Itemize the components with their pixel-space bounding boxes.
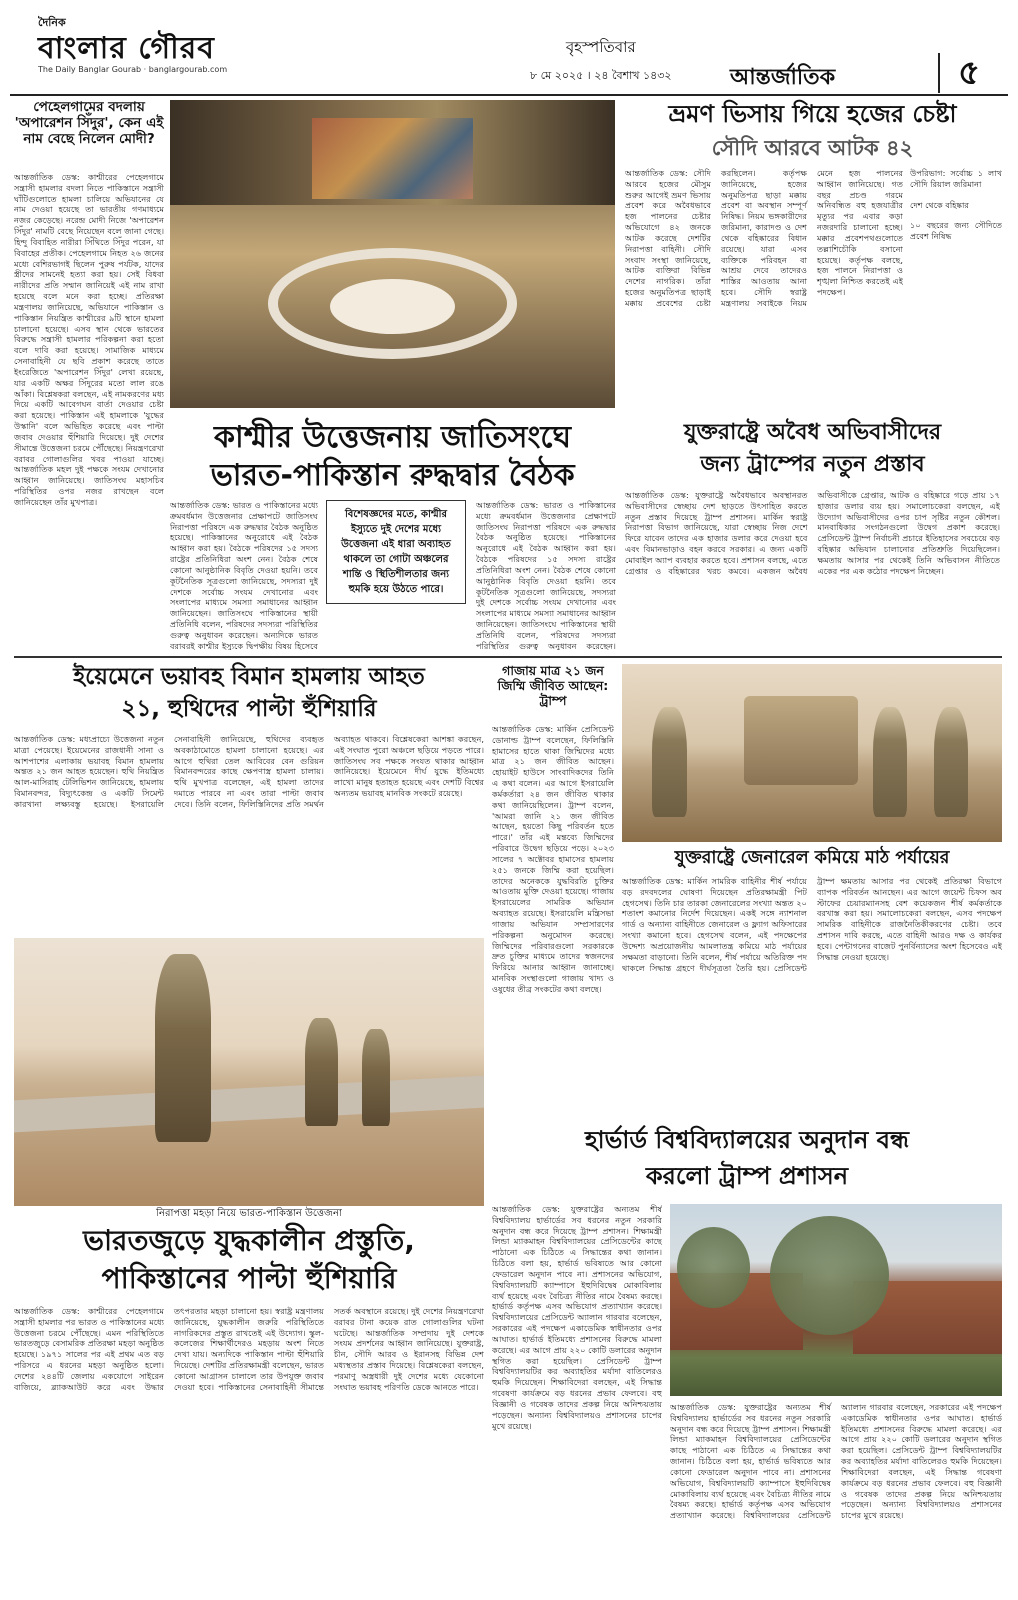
harvard-body-continued: আন্তর্জাতিক ডেস্ক: যুক্তরাষ্ট্রের অন্যতম শীর্ষ বিশ্ববিদ্যালয় হার্ভার্ডের সব ধরনের নতুন সরকারি অনুদান বন্ধ করে দিয়েছে ট্রাম্প প্রশাসন। শিক্ষামন্ত্রী লিন্ডা ম্যাকমাহন বিশ্ববিদ্যালয়ের প্রেসিডেন্টের কাছে পাঠানো এক চিঠিতে এ সিদ্ধান্তের কথা জানান। চিঠিতে বলা হয়, হার্ভার্ড ভবিষ্যতে আর কোনো ফেডারেল অনুদান পাবে না। প্রশাসনের অভিযোগ, বিশ্ববিদ্যালয়টি ক্যাম্পাসে ইহুদিবিদ্বেষ মোকাবিলায় ব্যর্থ হয়েছে এবং বৈচিত্র্য নীতির নামে বৈষম্য করছে। হার্ভার্ড কর্তৃপক্ষ এসব অভিযোগ প্রত্যাখ্যান করেছে। বিশ্ববিদ্যালয়ের প্রেসিডেন্ট অ্যালান গারবার বলেছেন, সরকারের এই পদক্ষেপ একাডেমিক স্বাধীনতার ওপর আঘাত। হার্ভার্ড ইতিমধ্যে প্রশাসনের বিরুদ্ধে মামলা করেছে। এর আগে প্রায় ২২০ কোটি ডলারের অনুদান স্থগিত করা হয়েছিল। প্রেসিডেন্ট ট্রাম্প বিশ্ববিদ্যালয়টির কর অব্যাহতির মর্যাদা বাতিলেরও হুমকি দিয়েছেন। শিক্ষাবিদেরা বলছেন, এই সিদ্ধান্ত গবেষণা কার্যক্রমে বড় ধরনের প্রভাব ফেলবে। বহু বিজ্ঞানী ও গবেষক তাদের প্রকল্প নিয়ে অনিশ্চয়তায় পড়েছেন। অন্যান্য বিশ্ববিদ্যালয়ও প্রশাসনের চাপের মুখে রয়েছে। <box>670 1402 1002 1521</box>
newspaper-name: বাংলার গৌরব <box>38 31 215 66</box>
masthead <box>10 8 1008 96</box>
migrants-headline-line2: জন্য ট্রাম্পের নতুন প্রস্তাব <box>700 452 925 477</box>
generals-headline: যুক্তরাষ্ট্রে জেনারেল কমিয়ে মাঠ পর্যায়ের <box>674 848 950 868</box>
harvard-headline-line1: হার্ভার্ড বিশ্ববিদ্যালয়ের অনুদান বন্ধ <box>584 1126 910 1154</box>
issue-date: ৮ মে ২০২৫ । ২৪ বৈশাখ ১৪৩২ <box>530 69 672 82</box>
hajj-penalty-item: উপরিভাগ: সর্বোচ্চ ১ লাখ সৌদি রিয়াল জরিমানা <box>910 168 1002 189</box>
newspaper-logo <box>38 14 268 74</box>
harvard-headline-line2: করলো ট্রাম্প প্রশাসন <box>645 1162 849 1190</box>
section-title: আন্তর্জাতিক <box>730 64 836 90</box>
logo-prefix: দৈনিক <box>38 16 66 29</box>
yemen-headline-line1: ইয়েমেনে ভয়াবহ বিমান হামলায় আহত <box>73 664 425 690</box>
unsc-pullquote: বিশেষজ্ঞদের মতে, কাশ্মীর ইস্যুতে দুই দেশের মধ্যে উত্তেজনা এই ধারা অব্যাহত থাকলে তা গোটা অঞ্চলের শান্তি ও স্থিতিশীলতার জন্য হুমকি হয়ে উঠতে পারে। <box>326 500 466 604</box>
section-divider <box>14 656 1002 658</box>
unsc-meeting-photo <box>170 100 615 408</box>
unsc-body: আন্তর্জাতিক ডেস্ক: ভারত ও পাকিস্তানের মধ্যে ক্রমবর্ধমান উত্তেজনার প্রেক্ষাপটে জাতিসংঘ নিরাপত্তা পরিষদে এক রুদ্ধদ্বার বৈঠক অনুষ্ঠিত হয়েছে। পাকিস্তানের অনুরোধে এই বৈঠক আহ্বান করা হয়। বৈঠকে পরিষদের ১৫ সদস্য রাষ্ট্রের প্রতিনিধিরা অংশ নেন। বৈঠক শেষে কোনো আনুষ্ঠানিক বিবৃতি দেওয়া হয়নি। তবে কূটনৈতিক সূত্রগুলো জানিয়েছে, সদস্যরা দুই দেশকে সর্বোচ্চ সংযম দেখানোর এবং সংলাপের মাধ্যমে সমস্যা সমাধানের আহ্বান জানিয়েছেন। জাতিসংঘে পাকিস্তানের স্থায়ী প্রতিনিধি বলেন, পরিষদের সদস্যরা পরিস্থিতির গুরুত্ব অনুধাবন করেছেন। অন্যদিকে ভারত বরাবরই কাশ্মীর ইস্যুকে দ্বিপক্ষীয় বিষয় হিসেবে <box>170 500 318 650</box>
drill-headline-line1: ভারতজুড়ে যুদ্ধকালীন প্রস্তুতি, <box>83 1224 415 1257</box>
newspaper-tagline: The Daily Banglar Gourab · banglargourab.com <box>38 65 228 74</box>
sindoor-headline: পেহেলগামের বদলায় 'অপারেশন সিঁদুর', কেন এই নাম বেছে নিলেন মোদী? <box>14 99 164 147</box>
harvard-body: আন্তর্জাতিক ডেস্ক: যুক্তরাষ্ট্রের অন্যতম শীর্ষ বিশ্ববিদ্যালয় হার্ভার্ডের সব ধরনের নতুন সরকারি অনুদান বন্ধ করে দিয়েছে ট্রাম্প প্রশাসন। শিক্ষামন্ত্রী লিন্ডা ম্যাকমাহন বিশ্ববিদ্যালয়ের প্রেসিডেন্টের কাছে পাঠানো এক চিঠিতে এ সিদ্ধান্তের কথা জানান। চিঠিতে বলা হয়, হার্ভার্ড ভবিষ্যতে আর কোনো ফেডারেল অনুদান পাবে না। প্রশাসনের অভিযোগ, বিশ্ববিদ্যালয়টি ক্যাম্পাসে ইহুদিবিদ্বেষ মোকাবিলায় ব্যর্থ হয়েছে এবং বৈচিত্র্য নীতির নামে বৈষম্য করছে। হার্ভার্ড কর্তৃপক্ষ এসব অভিযোগ প্রত্যাখ্যান করেছে। বিশ্ববিদ্যালয়ের প্রেসিডেন্ট অ্যালান গারবার বলেছেন, সরকারের এই পদক্ষেপ একাডেমিক স্বাধীনতার ওপর আঘাত। হার্ভার্ড ইতিমধ্যে প্রশাসনের বিরুদ্ধে মামলা করেছে। এর আগে প্রায় ২২০ কোটি ডলারের অনুদান স্থগিত করা হয়েছিল। প্রেসিডেন্ট ট্রাম্প বিশ্ববিদ্যালয়টির কর অব্যাহতির মর্যাদা বাতিলেরও হুমকি দিয়েছেন। শিক্ষাবিদেরা বলছেন, এই সিদ্ধান্ত গবেষণা কার্যক্রমে বড় ধরনের প্রভাব ফেলবে। বহু বিজ্ঞানী ও গবেষক তাদের প্রকল্প নিয়ে অনিশ্চয়তায় পড়েছেন। অন্যান্য বিশ্ববিদ্যালয়ও প্রশাসনের চাপের মুখে রয়েছে। <box>492 1204 662 1431</box>
migrants-headline-line1: যুক্তরাষ্ট্রে অবৈধ অভিবাসীদের <box>683 420 942 445</box>
drill-body: আন্তর্জাতিক ডেস্ক: কাশ্মীরের পেহেলগামে সন্ত্রাসী হামলার পর ভারত ও পাকিস্তানের মধ্যে উত্তেজনা চরমে পৌঁছেছে। এমন পরিস্থিতিতে ভারতজুড়ে বেসামরিক প্রতিরক্ষা মহড়া অনুষ্ঠিত হয়েছে। ১৯৭১ সালের পর এই প্রথম এত বড় পরিসরে এ ধরনের মহড়া অনুষ্ঠিত হলো। দেশের ২৪৪টি জেলায় একযোগে সাইরেন বাজিয়ে, ব্ল্যাকআউট করে এবং উদ্ধার তৎপরতার মহড়া চালানো হয়। স্বরাষ্ট্র মন্ত্রণালয় জানিয়েছে, যুদ্ধকালীন জরুরি পরিস্থিতিতে নাগরিকদের প্রস্তুত রাখতেই এই উদ্যোগ। স্কুল-কলেজের শিক্ষার্থীদেরও মহড়ায় অংশ নিতে দেখা যায়। অন্যদিকে পাকিস্তান পাল্টা হুঁশিয়ারি দিয়েছে। দেশটির প্রতিরক্ষামন্ত্রী বলেছেন, ভারত কোনো আগ্রাসন চালালে তার উপযুক্ত জবাব দেওয়া হবে। পাকিস্তানের সেনাবাহিনী সীমান্তে সতর্ক অবস্থানে রয়েছে। দুই দেশের নিয়ন্ত্রণরেখা বরাবর টানা কয়েক রাত গোলাগুলির ঘটনা ঘটেছে। আন্তর্জাতিক সম্প্রদায় দুই দেশকে সংযম প্রদর্শনের আহ্বান জানিয়েছে। যুক্তরাষ্ট্র, চীন, সৌদি আরব ও ইরানসহ বিভিন্ন দেশ মধ্যস্থতার প্রস্তাব দিয়েছে। বিশ্লেষকেরা বলছেন, পরমাণু অস্ত্রধারী দুই দেশের মধ্যে যেকোনো সংঘাত ভয়াবহ পরিণতি ডেকে আনতে পারে। <box>14 1306 484 1392</box>
page-number: ৫ <box>938 53 998 93</box>
hajj-penalty-list <box>910 168 1002 410</box>
unsc-body-continued: আন্তর্জাতিক ডেস্ক: ভারত ও পাকিস্তানের মধ্যে ক্রমবর্ধমান উত্তেজনার প্রেক্ষাপটে জাতিসংঘ নিরাপত্তা পরিষদে এক রুদ্ধদ্বার বৈঠক অনুষ্ঠিত হয়েছে। পাকিস্তানের অনুরোধে এই বৈঠক আহ্বান করা হয়। বৈঠকে পরিষদের ১৫ সদস্য রাষ্ট্রের প্রতিনিধিরা অংশ নেন। বৈঠক শেষে কোনো আনুষ্ঠানিক বিবৃতি দেওয়া হয়নি। তবে কূটনৈতিক সূত্রগুলো জানিয়েছে, সদস্যরা দুই দেশকে সর্বোচ্চ সংযম দেখানোর এবং সংলাপের মাধ্যমে সমস্যা সমাধানের আহ্বান জানিয়েছেন। জাতিসংঘে পাকিস্তানের স্থায়ী প্রতিনিধি বলেন, পরিষদের সদস্যরা পরিস্থিতির গুরুত্ব অনুধাবন করেছেন। <box>476 500 616 650</box>
hajj-penalty-item: ১০ বছরের জন্য সৌদিতে প্রবেশ নিষিদ্ধ <box>910 220 1002 242</box>
drill-photo-caption: নিরাপত্তা মহড়া নিয়ে ভারত-পাকিস্তান উত্তেজনা <box>14 1206 484 1223</box>
sindoor-body: আন্তর্জাতিক ডেস্ক: কাশ্মীরের পেহেলগামে সন্ত্রাসী হামলার বদলা নিতে পাকিস্তানে সন্ত্রাসী ঘাঁটিগুলোতে হামলা চালিয়ে অভিযানের যে নাম দেওয়া হয়েছে তা ভারতীয় গণমাধ্যমে নজর কেড়েছে। নরেন্দ্র মোদী নিজে 'অপারেশন সিঁদুর' নামটি বেছে নিয়েছেন বলে জানা গেছে। হিন্দু বিবাহিত নারীরা সিঁথিতে সিঁদুর পরেন, যা বিবাহের প্রতীক। পেহেলগামে নিহত ২৬ জনের মধ্যে বেশিরভাগই ছিলেন পুরুষ পর্যটক, যাদের স্ত্রীদের সামনেই হত্যা করা হয়। সেই বিধবা নারীদের প্রতি সম্মান জানিয়েই এই নাম রাখা হয়েছে বলে মনে করা হচ্ছে। প্রতিরক্ষা মন্ত্রণালয় জানিয়েছে, অভিযানে পাকিস্তান ও পাকিস্তান নিয়ন্ত্রিত কাশ্মীরের ৯টি স্থানে হামলা চালানো হয়েছে। এসব স্থান থেকে ভারতের বিরুদ্ধে সন্ত্রাসী হামলার পরিকল্পনা করা হতো বলে দাবি করা হয়েছে। সামাজিক মাধ্যমে সেনাবাহিনী যে ছবি প্রকাশ করেছে তাতে ইংরেজিতে 'অপারেশন সিঁদুর' লেখা রয়েছে, যার একটি অক্ষর সিঁদুরের মতো লাল রঙে আঁকা। বিশ্লেষকরা বলছেন, এই নামকরণের মধ্য দিয়ে একটি আবেগঘন বার্তা দেওয়ার চেষ্টা করা হয়েছে। পাকিস্তান এই হামলাকে 'যুদ্ধের উস্কানি' বলে অভিহিত করেছে এবং পাল্টা জবাব দেওয়ার হুঁশিয়ারি দিয়েছে। দুই দেশের সীমান্তে উত্তেজনা চরমে পৌঁছেছে। নিয়ন্ত্রণরেখা বরাবর গোলাগুলির খবর পাওয়া যাচ্ছে। আন্তর্জাতিক মহল দুই পক্ষকে সংযম দেখানোর আহ্বান জানিয়েছে। জাতিসংঘ মহাসচিব পরিস্থিতির ওপর নজর রাখছেন বলে জানিয়েছেন তাঁর মুখপাত্র। <box>14 172 164 507</box>
hajj-penalty-item: দেশ থেকে বহিষ্কার <box>910 199 969 210</box>
harvard-campus-photo <box>670 1204 1002 1396</box>
drill-headline-line2: পাকিস্তানের পাল্টা হুঁশিয়ারি <box>101 1262 397 1295</box>
unsc-headline-line1: কাশ্মীর উত্তেজনায় জাতিসংঘে <box>214 420 571 455</box>
hajj-body: আন্তর্জাতিক ডেস্ক: সৌদি আরবে হজের মৌসুম শুরুর আগেই ভ্রমণ ভিসায় প্রবেশ করে অবৈধভাবে হজ পালনের চেষ্টার অভিযোগে ৪২ জনকে আটক করেছে দেশটির নিরাপত্তা বাহিনী। সৌদি সংবাদ সংস্থা জানিয়েছে, আটক ব্যক্তিরা বিভিন্ন দেশের নাগরিক। তাঁরা হজের অনুমতিপত্র ছাড়াই মক্কায় প্রবেশের চেষ্টা করছিলেন। কর্তৃপক্ষ জানিয়েছে, হজের অনুমতিপত্র ছাড়া মক্কায় প্রবেশ বা অবস্থান সম্পূর্ণ নিষিদ্ধ। নিয়ম ভঙ্গকারীদের জরিমানা, কারাদণ্ড ও দেশ থেকে বহিষ্কারের বিধান রয়েছে। যারা এসব ব্যক্তিকে পরিবহন বা আশ্রয় দেবে তাদেরও শাস্তির আওতায় আনা হবে। সৌদি স্বরাষ্ট্র মন্ত্রণালয় সবাইকে নিয়ম মেনে হজ পালনের আহ্বান জানিয়েছে। গত বছর প্রচণ্ড গরমে অনিবন্ধিত বহু হজযাত্রীর মৃত্যুর পর এবার কড়া নজরদারি চালানো হচ্ছে। মক্কার প্রবেশপথগুলোতে তল্লাশিচৌকি বসানো হয়েছে। কর্তৃপক্ষ বলছে, হজ পালনে নিরাপত্তা ও শৃঙ্খলা নিশ্চিত করতেই এই পদক্ষেপ। <box>625 168 903 308</box>
gaza-body: আন্তর্জাতিক ডেস্ক: মার্কিন প্রেসিডেন্ট ডোনাল্ড ট্রাম্প বলেছেন, ফিলিস্তিনি হামাসের হাতে থাকা জিম্মিদের মধ্যে মাত্র ২১ জন জীবিত আছেন। হোয়াইট হাউসে সাংবাদিকদের তিনি এ কথা বলেন। এর আগে ইসরায়েলি কর্মকর্তারা ২৪ জন জীবিত থাকার কথা জানিয়েছিলেন। ট্রাম্প বলেন, 'আমরা জানি ২১ জন জীবিত আছেন, হয়তো কিছু পরিবর্তন হতে পারে।' তাঁর এই মন্তব্যে জিম্মিদের পরিবারে উদ্বেগ ছড়িয়ে পড়ে। ২০২৩ সালের ৭ অক্টোবর হামাসের হামলায় ২৫১ জনকে জিম্মি করা হয়েছিল। তাদের অনেককে যুদ্ধবিরতি চুক্তির আওতায় মুক্তি দেওয়া হয়েছে। গাজায় ইসরায়েলের সামরিক অভিযান অব্যাহত রয়েছে। ইসরায়েলি মন্ত্রিসভা গাজায় অভিযান সম্প্রসারণের পরিকল্পনা অনুমোদন করেছে। জিম্মিদের পরিবারগুলো সরকারকে দ্রুত চুক্তির মাধ্যমে তাদের স্বজনদের ফিরিয়ে আনার আহ্বান জানাচ্ছে। মানবিক সংস্থাগুলো গাজায় খাদ্য ও ওষুধের তীব্র সংকটের কথা বলছে। <box>492 724 614 994</box>
gaza-headline: গাজায় মাত্র ২১ জন জিম্মি জীবিত আছেন: ট্রাম্প <box>497 663 609 708</box>
migrants-body: আন্তর্জাতিক ডেস্ক: যুক্তরাষ্ট্রে অবৈধভাবে অবস্থানরত অভিবাসীদের স্বেচ্ছায় দেশ ছাড়তে উৎসাহিত করতে নতুন প্রস্তাব দিয়েছে ট্রাম্প প্রশাসন। মার্কিন স্বরাষ্ট্র নিরাপত্তা বিভাগ জানিয়েছে, যারা স্বেচ্ছায় নিজ দেশে ফিরে যাবেন তাদের এক হাজার ডলার করে দেওয়া হবে এবং বিমানভাড়াও বহন করবে সরকার। এ জন্য একটি মোবাইল অ্যাপ ব্যবহার করতে হবে। প্রশাসন বলছে, এতে গ্রেপ্তার ও বহিষ্কারের খরচ কমবে। একজন অবৈধ অভিবাসীকে গ্রেপ্তার, আটক ও বহিষ্কারে গড়ে প্রায় ১৭ হাজার ডলার ব্যয় হয়। সমালোচকেরা বলছেন, এই উদ্যোগ অভিবাসীদের ওপর চাপ সৃষ্টির নতুন কৌশল। মানবাধিকার সংগঠনগুলো উদ্বেগ প্রকাশ করেছে। প্রেসিডেন্ট ট্রাম্প নির্বাচনী প্রচারে ইতিহাসের সবচেয়ে বড় বহিষ্কার অভিযান চালানোর প্রতিশ্রুতি দিয়েছিলেন। ক্ষমতায় আসার পর থেকেই তিনি অভিবাসন নীতিতে একের পর এক কঠোর পদক্ষেপ নিচ্ছেন। <box>625 490 1000 576</box>
us-troops-photo <box>622 664 1002 842</box>
hajj-headline: ভ্রমণ ভিসায় গিয়ে হজের চেষ্টা <box>668 100 957 128</box>
dateline <box>530 36 672 86</box>
issue-day: বৃহস্পতিবার <box>565 38 636 56</box>
yemen-body: আন্তর্জাতিক ডেস্ক: মধ্যপ্রাচ্যে উত্তেজনা নতুন মাত্রা পেয়েছে। ইয়েমেনের রাজধানী সানা ও আশপাশের এলাকায় ভয়াবহ বিমান হামলায় অন্তত ২১ জন আহত হয়েছেন। হুথি নিয়ন্ত্রিত আল-মাসিরাহ টেলিভিশন জানিয়েছে, হামলায় বিমানবন্দর, বিদ্যুৎকেন্দ্র ও একটি সিমেন্ট কারখানা লক্ষ্যবস্তু হয়েছে। ইসরায়েলি সেনাবাহিনী জানিয়েছে, হুথিদের ব্যবহৃত অবকাঠামোতে হামলা চালানো হয়েছে। এর আগে হুথিরা তেল আবিবের বেন গুরিয়ন বিমানবন্দরের কাছে ক্ষেপণাস্ত্র হামলা চালায়। হুথি মুখপাত্র বলেছেন, এই হামলা তাদের দমাতে পারবে না এবং তারা পাল্টা জবাব দেবে। তিনি বলেন, ফিলিস্তিনিদের প্রতি সমর্থন অব্যাহত থাকবে। বিশ্লেষকেরা আশঙ্কা করছেন, এই সংঘাত পুরো অঞ্চলে ছড়িয়ে পড়তে পারে। জাতিসংঘ সব পক্ষকে সংযত থাকার আহ্বান জানিয়েছে। ইয়েমেনে দীর্ঘ যুদ্ধে ইতিমধ্যে লাখো মানুষ হতাহত হয়েছে এবং দেশটি বিশ্বের অন্যতম ভয়াবহ মানবিক সংকটে রয়েছে। <box>14 734 484 809</box>
security-drill-photo <box>14 938 484 1206</box>
yemen-headline-line2: ২১, হুথিদের পাল্টা হুঁশিয়ারি <box>121 696 377 722</box>
hajj-subhead: সৌদি আরবে আটক ৪২ <box>711 136 914 160</box>
generals-body: আন্তর্জাতিক ডেস্ক: মার্কিন সামরিক বাহিনীর শীর্ষ পর্যায়ে বড় রদবদলের ঘোষণা দিয়েছেন প্রতিরক্ষামন্ত্রী পিট হেগসেথ। তিনি চার তারকা জেনারেলের সংখ্যা অন্তত ২০ শতাংশ কমানোর নির্দেশ দিয়েছেন। একই সঙ্গে ন্যাশনাল গার্ড ও অন্যান্য বাহিনীতে জেনারেল ও ফ্ল্যাগ অফিসারের সংখ্যা কমানো হবে। হেগসেথ বলেন, এই পদক্ষেপের উদ্দেশ্য অপ্রয়োজনীয় আমলাতন্ত্র কমিয়ে মাঠ পর্যায়ের সক্ষমতা বাড়ানো। তিনি বলেন, শীর্ষ পর্যায়ে অতিরিক্ত পদ থাকলে সিদ্ধান্ত গ্রহণে দীর্ঘসূত্রতা তৈরি হয়। প্রেসিডেন্ট ট্রাম্প ক্ষমতায় আসার পর থেকেই প্রতিরক্ষা বিভাগে ব্যাপক পরিবর্তন আনছেন। এর আগে জয়েন্ট চিফস অব স্টাফের চেয়ারম্যানসহ বেশ কয়েকজন শীর্ষ কর্মকর্তাকে বরখাস্ত করা হয়। সমালোচকেরা বলছেন, এসব পদক্ষেপ সামরিক বাহিনীকে রাজনৈতিকীকরণের চেষ্টা। তবে প্রশাসন দাবি করছে, এতে বাহিনী আরও দক্ষ ও কার্যকর হবে। পেন্টাগনের বাজেট পুনর্বিন্যাসের অংশ হিসেবেও এই সিদ্ধান্ত নেওয়া হয়েছে। <box>622 876 1002 973</box>
unsc-headline-line2: ভারত-পাকিস্তান রুদ্ধদ্বার বৈঠক <box>210 458 575 493</box>
